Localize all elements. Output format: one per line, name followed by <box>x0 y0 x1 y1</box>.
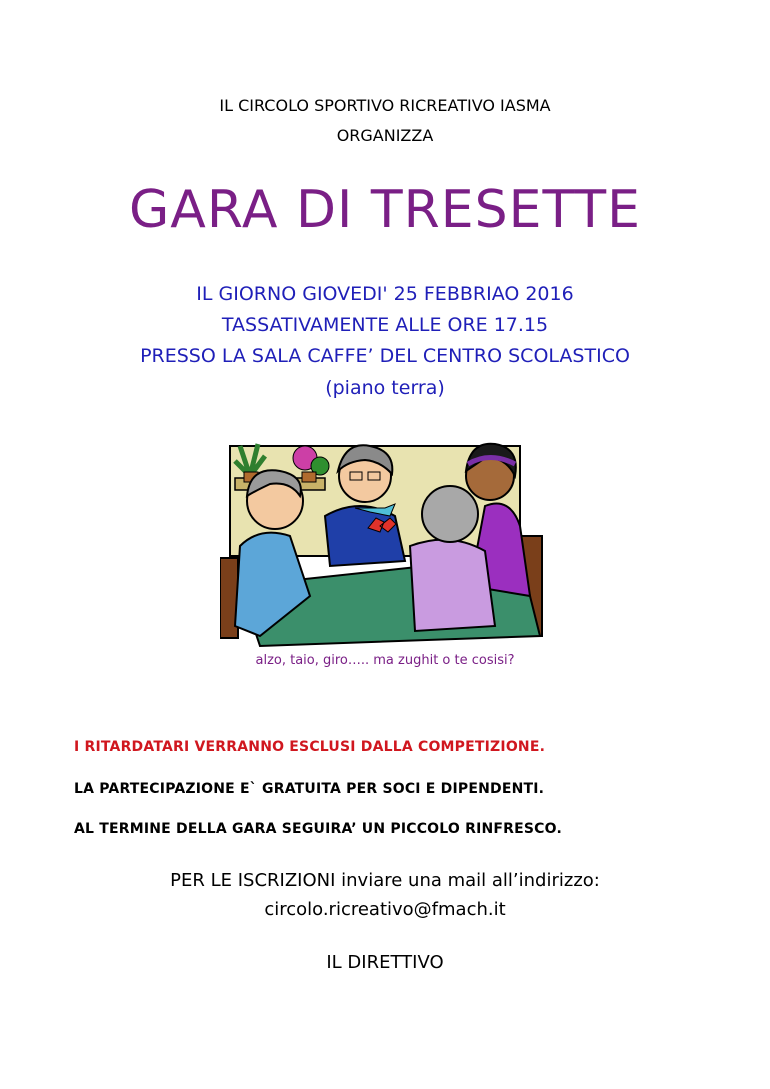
event-floor: (piano terra) <box>325 377 445 399</box>
late-warning: I RITARDATARI VERRANNO ESCLUSI DALLA COMPETIZIONE. <box>74 739 546 755</box>
card-players-illustration <box>220 436 550 648</box>
free-participation: LA PARTECIPAZIONE E` GRATUITA PER SOCI E DIPENDENTI. <box>74 781 545 797</box>
event-date: IL GIORNO GIOVEDI' 25 FEBBRIAO 2016 <box>196 283 574 305</box>
signup-email: circolo.ricreativo@fmach.it <box>264 899 506 920</box>
event-time: TASSATIVAMENTE ALLE ORE 17.15 <box>221 314 549 336</box>
signup-instructions: PER LE ISCRIZIONI inviare una mail all’indirizzo: <box>170 870 600 891</box>
signature: IL DIRETTIVO <box>326 952 444 973</box>
card-players-drawing <box>220 436 550 648</box>
event-location: PRESSO LA SALA CAFFE’ DEL CENTRO SCOLASTICO <box>140 345 630 367</box>
organizer-line: IL CIRCOLO SPORTIVO RICREATIVO IASMA <box>219 96 551 115</box>
organizer-verb: ORGANIZZA <box>336 126 434 145</box>
refreshment-note: AL TERMINE DELLA GARA SEGUIRA’ UN PICCOLO RINFRESCO. <box>74 821 562 837</box>
illustration-caption: alzo, taio, giro….. ma zughit o te cosisi? <box>255 653 515 668</box>
event-title: GARA DI TRESETTE <box>129 180 641 240</box>
